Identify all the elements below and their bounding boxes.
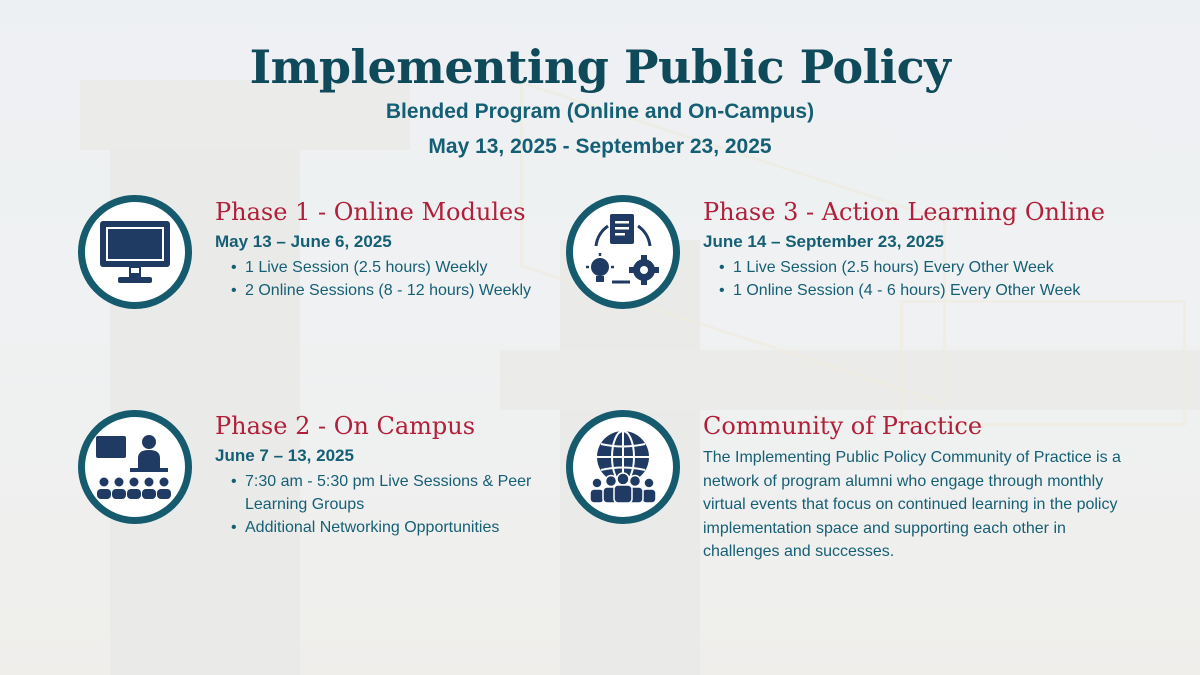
phase1-dates: May 13 – June 6, 2025 bbox=[215, 232, 392, 251]
phase1-icon-ring bbox=[78, 195, 192, 309]
document-lightbulb-gear-icon bbox=[582, 212, 664, 292]
globe-people-icon bbox=[583, 427, 663, 507]
phase1-title: Phase 1 - Online Modules bbox=[215, 198, 526, 226]
phase1-list bbox=[215, 256, 531, 302]
phase2-dates: June 7 – 13, 2025 bbox=[215, 446, 354, 465]
phase2-list bbox=[215, 470, 545, 539]
list-item: • 7:30 am - 5:30 pm Live Sessions & Peer Learning Groups bbox=[215, 470, 545, 516]
phase3-block bbox=[703, 198, 1105, 302]
page-title: Implementing Public Policy bbox=[249, 40, 951, 94]
list-item: • 1 Live Session (2.5 hours) Weekly bbox=[215, 256, 531, 279]
community-block bbox=[703, 412, 1143, 564]
list-item: • 1 Live Session (2.5 hours) Every Other Week bbox=[703, 256, 1105, 279]
list-item: • 2 Online Sessions (8 - 12 hours) Weekly bbox=[215, 279, 531, 302]
phase2-block bbox=[215, 412, 545, 539]
community-icon-ring bbox=[566, 410, 680, 524]
phase3-title: Phase 3 - Action Learning Online bbox=[703, 198, 1105, 226]
phase2-icon-ring bbox=[78, 410, 192, 524]
list-item: • 1 Online Session (4 - 6 hours) Every Other Week bbox=[703, 279, 1105, 302]
phase3-list bbox=[703, 256, 1105, 302]
program-subtitle: Blended Program (Online and On-Campus) bbox=[385, 100, 815, 123]
list-item: • Additional Networking Opportunities bbox=[215, 516, 545, 539]
presenter-audience-icon bbox=[94, 432, 176, 502]
phase3-dates: June 14 – September 23, 2025 bbox=[703, 232, 944, 251]
community-description: The Implementing Public Policy Community of Practice is a network of program alumni who engage through monthly virtual events that focus on continued learning in the policy implementation space and supporting each other in challenges and successes. bbox=[703, 449, 1121, 560]
phase1-block bbox=[215, 198, 531, 302]
phase2-title: Phase 2 - On Campus bbox=[215, 412, 476, 440]
program-dates: May 13, 2025 - September 23, 2025 bbox=[428, 135, 772, 158]
computer-monitor-icon bbox=[96, 217, 174, 287]
phase3-icon-ring bbox=[566, 195, 680, 309]
community-title: Community of Practice bbox=[703, 412, 983, 440]
